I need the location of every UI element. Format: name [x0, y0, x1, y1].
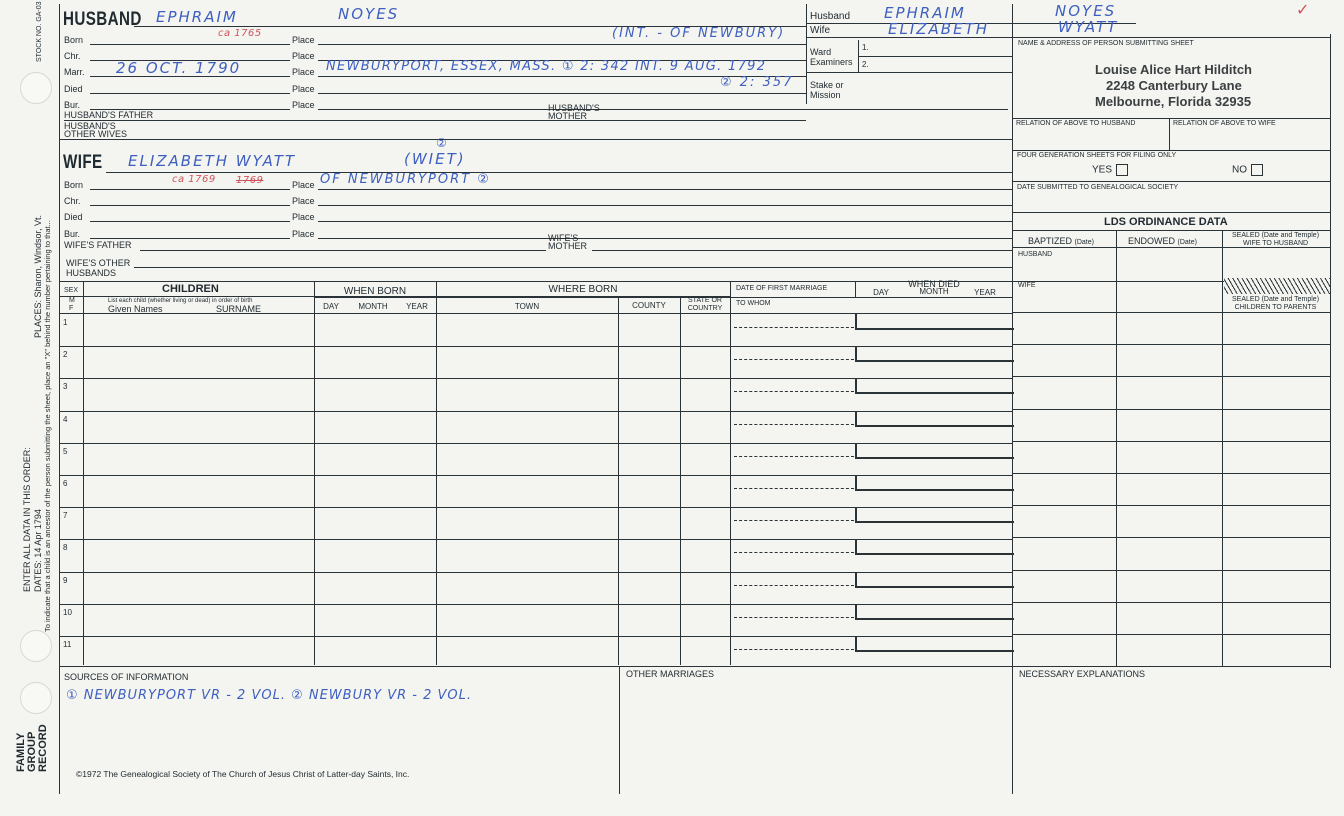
- sex-f: F: [69, 305, 74, 312]
- lds-row-divider: [1012, 570, 1330, 571]
- wife-alt-mark: ②: [436, 136, 449, 150]
- header-husband-given: EPHRAIM: [884, 4, 966, 22]
- marriage-date-dash: [734, 585, 854, 586]
- child-row-number: 8: [63, 543, 68, 553]
- wife-name: ELIZABETH WYATT: [128, 152, 297, 170]
- lds-row-divider: [1012, 634, 1330, 635]
- died-date-box: [855, 539, 1014, 555]
- died-date-box: [855, 411, 1014, 427]
- date-submitted-label: DATE SUBMITTED TO GENEALOGICAL SOCIETY: [1017, 184, 1179, 191]
- child-row-number: 4: [63, 414, 68, 424]
- place-label: Place: [292, 212, 315, 222]
- child-row-number: 6: [63, 479, 68, 488]
- wife-born-place: OF NEWBURYPORT ②: [320, 172, 491, 187]
- relation-husband-label: RELATION OF ABOVE TO HUSBAND: [1016, 120, 1136, 127]
- died-date-box: [855, 604, 1014, 620]
- lds-wife-label: WIFE: [1018, 282, 1036, 289]
- binder-hole: [20, 682, 52, 714]
- dates-note: DATES: 14 Apr 1794: [33, 509, 43, 592]
- lds-row-divider: [1012, 537, 1330, 538]
- died-date-box: [855, 346, 1014, 362]
- first-marriage-label: DATE OF FIRST MARRIAGE: [736, 285, 828, 292]
- sex-label: SEX: [64, 287, 79, 294]
- marriage-date-dash: [734, 520, 854, 521]
- husband-other-wives-label: HUSBAND'S OTHER WIVES: [64, 121, 128, 139]
- examiner-2: 2.: [862, 60, 869, 69]
- husband-born-place: (INT. - OF NEWBURY): [612, 26, 786, 41]
- child-row-number: 1: [63, 318, 68, 327]
- binder-hole: [20, 72, 52, 104]
- lds-row-divider: [1012, 473, 1330, 474]
- born-year-label: YEAR: [406, 302, 428, 311]
- born-month-label: MONTH: [358, 302, 388, 311]
- lds-title: LDS ORDINANCE DATA: [1104, 216, 1228, 228]
- died-year-label: YEAR: [974, 288, 996, 297]
- frame-outer-right: [1330, 34, 1331, 668]
- four-generation-label: FOUR GENERATION SHEETS FOR FILING ONLY: [1017, 152, 1177, 159]
- husband-marr-label: Marr.: [64, 67, 85, 77]
- header-wife-given: ELIZABETH: [888, 20, 990, 38]
- relation-wife-label: RELATION OF ABOVE TO WIFE: [1173, 120, 1276, 127]
- endowed-label: ENDOWED (Date): [1128, 236, 1197, 246]
- place-label: Place: [292, 100, 315, 110]
- died-month-label: MONTH: [919, 287, 949, 296]
- stake-label: Stake or Mission: [810, 80, 844, 100]
- when-born-label: WHEN BORN: [343, 286, 407, 297]
- lds-row-divider: [1012, 344, 1330, 345]
- given-names-label: Given Names: [108, 304, 163, 314]
- husband-heading: HUSBAND: [63, 9, 142, 30]
- submitter-city: Melbourne, Florida 32935: [1095, 94, 1252, 109]
- examiner-1: 1.: [862, 43, 869, 52]
- place-label: Place: [292, 67, 315, 77]
- marriage-date-dash: [734, 391, 854, 392]
- died-date-box: [855, 572, 1014, 588]
- marriage-date-dash: [734, 424, 854, 425]
- died-day-label: DAY: [873, 288, 889, 297]
- binder-hole: [20, 630, 52, 662]
- sealed-children-label: SEALED (Date and Temple) CHILDREN TO PARENTS: [1232, 296, 1320, 311]
- wife-bur-label: Bur.: [64, 229, 81, 239]
- child-row-number: 5: [63, 446, 68, 456]
- died-date-box: [855, 443, 1014, 459]
- child-row-number: 2: [63, 350, 68, 360]
- surname-label: SURNAME: [216, 304, 262, 314]
- frame-right-section: [1012, 4, 1013, 794]
- header-husband-surname: NOYES: [1055, 2, 1117, 20]
- ward-label: Ward: [810, 47, 832, 57]
- husband-marr-place-2: ② 2: 357: [720, 75, 794, 90]
- review-check-mark: ✓: [1296, 0, 1310, 19]
- lds-row-divider: [1012, 505, 1330, 506]
- wife-born-date: ca 1769: [172, 174, 216, 185]
- places-note: PLACES: Sharon, Windsor, Vt.: [33, 214, 43, 338]
- to-whom-label: TO WHOM: [736, 300, 771, 307]
- child-row-number: 11: [63, 640, 72, 649]
- header-wife-label: Wife: [810, 25, 830, 36]
- husband-died-label: Died: [64, 84, 83, 94]
- child-row-number: 7: [63, 511, 68, 521]
- yes-checkbox[interactable]: YES: [1092, 164, 1128, 176]
- wife-father-label: WIFE'S FATHER: [64, 240, 132, 250]
- copyright: ©1972 The Genealogical Society of The Church of Jesus Christ of Latter-day Saints, Inc.: [76, 769, 410, 779]
- husband-born-label: Born: [64, 35, 84, 45]
- header-wife-surname: WYATT: [1058, 18, 1119, 36]
- marriage-date-dash: [734, 327, 854, 328]
- place-label: Place: [292, 196, 315, 206]
- marriage-date-dash: [734, 649, 854, 650]
- husband-surname: NOYES: [338, 5, 400, 23]
- place-label: Place: [292, 51, 315, 61]
- other-marriages-label: OTHER MARRIAGES: [626, 669, 715, 679]
- sex-m: M: [69, 297, 75, 304]
- wife-alt-spelling: (WIET): [404, 150, 466, 168]
- order-note: ENTER ALL DATA IN THIS ORDER:: [22, 447, 32, 592]
- children-subtitle: List each child (whether living or dead) in order of birth: [108, 298, 253, 304]
- lds-row-divider: [1012, 441, 1330, 442]
- marriage-date-dash: [734, 456, 854, 457]
- husband-marr-date: 26 OCT. 1790: [116, 59, 242, 77]
- wife-other-husbands-label: WIFE'S OTHER HUSBANDS: [66, 258, 131, 278]
- husband-born-date: ca 1765: [218, 28, 262, 39]
- place-label: Place: [292, 229, 315, 239]
- wife-born-date-struck: 1769: [236, 175, 264, 186]
- no-checkbox[interactable]: NO: [1232, 164, 1263, 176]
- died-date-box: [855, 475, 1014, 491]
- sources-label: SOURCES OF INFORMATION: [64, 672, 189, 682]
- where-born-label: WHERE BORN: [548, 284, 618, 295]
- ancestor-note: To indicate that a child is an ancestor of the person submitting the sheet, place an "X" behind the number pertaining to that...: [43, 220, 52, 632]
- born-day-label: DAY: [323, 302, 339, 311]
- wife-born-label: Born: [64, 180, 84, 190]
- marriage-date-dash: [734, 617, 854, 618]
- wife-mother-label: WIFE'S MOTHER: [548, 233, 587, 251]
- child-row-number: 3: [63, 382, 68, 392]
- examiners-label: Examiners: [810, 57, 853, 67]
- lds-row-divider: [1012, 409, 1330, 410]
- wife-heading: WIFE: [63, 152, 103, 173]
- hatched-area: [1224, 278, 1330, 294]
- place-label: Place: [292, 180, 315, 190]
- lds-row-divider: [1012, 376, 1330, 377]
- when-died-label: WHEN DIED: [908, 279, 960, 289]
- header-husband-label: Husband: [810, 11, 851, 22]
- lds-husband-label: HUSBAND: [1018, 251, 1053, 258]
- submitter-heading: NAME & ADDRESS OF PERSON SUBMITTING SHEET: [1018, 40, 1194, 47]
- husband-given: EPHRAIM: [156, 8, 238, 26]
- submitter-name: Louise Alice Hart Hilditch: [1095, 62, 1252, 77]
- children-title: CHILDREN: [162, 283, 219, 295]
- marriage-date-dash: [734, 359, 854, 360]
- frame-left: [59, 4, 60, 794]
- child-row-number: 9: [63, 575, 68, 585]
- county-label: COUNTY: [632, 301, 666, 310]
- wife-chr-label: Chr.: [64, 196, 81, 206]
- place-label: Place: [292, 84, 315, 94]
- state-country-label: STATE OR COUNTRY: [687, 297, 723, 312]
- stock-number: STOCK NO. GA-03: [36, 1, 43, 62]
- place-label: Place: [292, 35, 315, 45]
- husband-bur-label: Bur.: [64, 100, 81, 110]
- frame-mid: [806, 4, 807, 104]
- marriage-date-dash: [734, 552, 854, 553]
- died-date-box: [855, 314, 1014, 330]
- husband-mother-label: HUSBAND'S MOTHER: [548, 103, 600, 121]
- marriage-date-dash: [734, 488, 854, 489]
- town-label: TOWN: [514, 302, 540, 311]
- baptized-label: BAPTIZED (Date): [1028, 236, 1094, 246]
- died-date-box: [855, 507, 1014, 523]
- died-date-box: [855, 636, 1014, 652]
- died-date-box: [855, 378, 1014, 394]
- sealed-wife-label: SEALED (Date and Temple) WIFE TO HUSBAND: [1232, 232, 1320, 247]
- wife-died-label: Died: [64, 212, 83, 222]
- sources-text: ① NEWBURYPORT VR - 2 VOL. ② NEWBURY VR - 2 VOL.: [66, 688, 472, 703]
- child-row-number: 10: [63, 607, 72, 617]
- lds-row-divider: [1012, 602, 1330, 603]
- record-title: FAMILY GROUP RECORD: [15, 724, 49, 772]
- explanations-label: NECESSARY EXPLANATIONS: [1019, 669, 1146, 679]
- husband-father-label: HUSBAND'S FATHER: [64, 110, 154, 120]
- husband-marr-place: NEWBURYPORT, ESSEX, MASS. ① 2: 342 INT. 9 AUG. 1792: [326, 59, 767, 74]
- husband-chr-label: Chr.: [64, 51, 81, 61]
- submitter-street: 2248 Canterbury Lane: [1106, 78, 1242, 93]
